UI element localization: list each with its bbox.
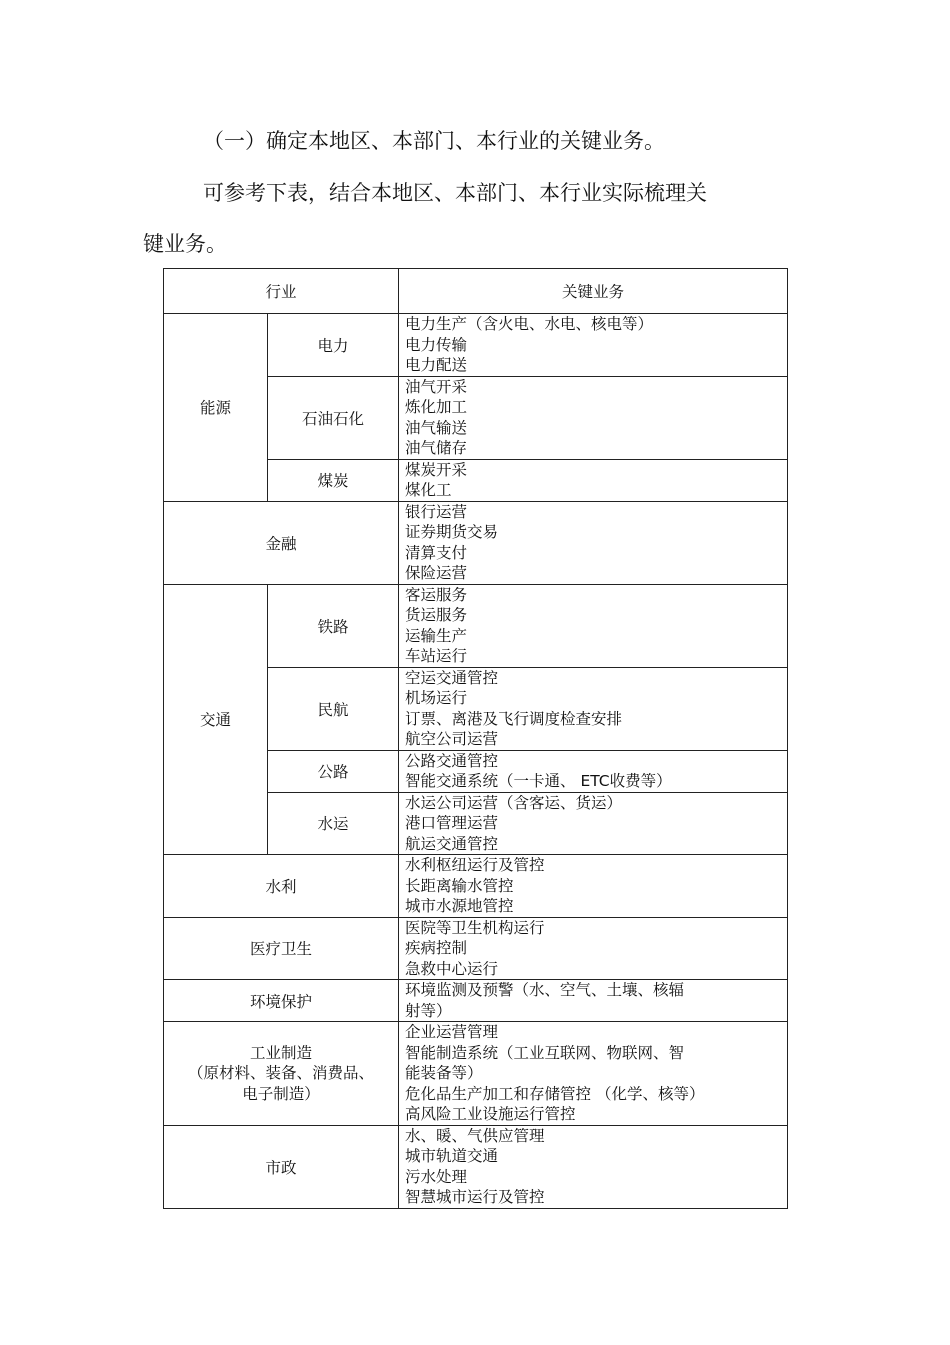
intro-paragraph-line2: 键业务。 [143, 232, 227, 256]
business-item: 水运公司运营（含客运、货运） [405, 793, 623, 812]
business-item: 车站运行 [405, 647, 468, 665]
business-cell [399, 501, 788, 584]
business-item: 油气开采 [405, 377, 468, 396]
business-item: 水、暖、气供应管理 [405, 1126, 545, 1145]
business-item: 射等） [405, 1001, 452, 1020]
industry-manufacturing-line1: 工业制造 [250, 1043, 313, 1062]
business-cell [399, 667, 788, 750]
business-item: 证券期货交易 [405, 523, 499, 541]
business-item: 公路交通管控 [405, 751, 499, 770]
industry-transport: 交通 [164, 584, 268, 855]
subindustry-water-transport: 水运 [268, 792, 399, 855]
business-item: 水利枢纽运行及管控 [405, 856, 545, 874]
business-item: 电力配送 [405, 356, 468, 374]
business-item: 炼化加工 [405, 398, 468, 416]
business-item: 航运交通管控 [405, 834, 499, 853]
table-row [164, 501, 788, 584]
intro-paragraph-line1: 可参考下表，结合本地区、本部门、本行业实际梳理关 [203, 181, 707, 205]
business-item: 机场运行 [405, 689, 468, 707]
table-row [164, 980, 788, 1022]
business-cell [399, 584, 788, 667]
section-heading: （一）确定本地区、本部门、本行业的关键业务。 [203, 129, 665, 153]
business-cell [399, 980, 788, 1022]
business-item: 清算支付 [405, 543, 468, 562]
key-business-table [163, 268, 788, 1209]
business-item: 港口管理运营 [405, 814, 499, 832]
business-cell [399, 376, 788, 459]
business-item: 智能交通系统（一卡通、 ETC收费等） [405, 772, 672, 790]
table-row [164, 584, 788, 667]
business-item: 货运服务 [405, 606, 468, 624]
business-item: 客运服务 [405, 585, 468, 604]
business-item: 高风险工业设施运行管控 [405, 1105, 576, 1123]
business-item: 智能制造系统（工业互联网、物联网、智 [405, 1043, 685, 1062]
business-item: 煤化工 [405, 481, 452, 499]
business-item: 长距离输水管控 [405, 876, 514, 895]
business-item: 运输生产 [405, 626, 468, 645]
business-item: 电力生产（含火电、水电、核电等） [405, 315, 654, 333]
business-item: 银行运营 [405, 502, 468, 521]
business-cell [399, 1022, 788, 1126]
business-cell [399, 855, 788, 918]
business-item: 企业运营管理 [405, 1023, 499, 1041]
business-cell [399, 750, 788, 792]
business-item: 环境监测及预警（水、空气、土壤、核辐 [405, 981, 685, 999]
industry-manufacturing-line2: （原材料、装备、消费品、 [188, 1064, 375, 1082]
business-item: 城市水源地管控 [405, 897, 514, 915]
business-cell [399, 917, 788, 980]
business-item: 污水处理 [405, 1167, 468, 1186]
industry-municipal: 市政 [164, 1125, 399, 1208]
table-row [164, 1022, 788, 1126]
business-item: 医院等卫生机构运行 [405, 918, 545, 937]
header-industry: 行业 [164, 269, 399, 314]
subindustry-aviation: 民航 [268, 667, 399, 750]
business-item: 智慧城市运行及管控 [405, 1188, 545, 1206]
industry-health: 医疗卫生 [164, 917, 399, 980]
industry-energy: 能源 [164, 314, 268, 502]
business-item: 油气输送 [405, 418, 468, 437]
subindustry-oil: 石油石化 [268, 376, 399, 459]
business-item: 能装备等） [405, 1064, 483, 1082]
industry-environment: 环境保护 [164, 980, 399, 1022]
subindustry-coal: 煤炭 [268, 459, 399, 501]
industry-water-conservancy: 水利 [164, 855, 399, 918]
table-row [164, 917, 788, 980]
business-cell [399, 314, 788, 377]
industry-manufacturing-line3: 电子制造） [242, 1084, 320, 1103]
business-item: 急救中心运行 [405, 959, 499, 978]
business-cell [399, 1125, 788, 1208]
industry-manufacturing [164, 1022, 399, 1126]
business-item: 空运交通管控 [405, 668, 499, 687]
business-item: 危化品生产加工和存储管控 （化学、核等） [405, 1084, 705, 1103]
header-business: 关键业务 [399, 269, 788, 314]
industry-finance: 金融 [164, 501, 399, 584]
business-cell [399, 792, 788, 855]
business-item: 航空公司运营 [405, 730, 499, 748]
table-row [164, 855, 788, 918]
table-row [164, 1125, 788, 1208]
subindustry-rail: 铁路 [268, 584, 399, 667]
business-item: 煤炭开采 [405, 460, 468, 479]
business-item: 城市轨道交通 [405, 1147, 499, 1165]
business-item: 疾病控制 [405, 939, 468, 957]
table-row [164, 314, 788, 377]
subindustry-road: 公路 [268, 750, 399, 792]
business-item: 电力传输 [405, 335, 468, 354]
business-item: 油气储存 [405, 439, 468, 457]
table-header-row [164, 269, 788, 314]
business-cell [399, 459, 788, 501]
business-item: 保险运营 [405, 564, 468, 582]
business-item: 订票、离港及飞行调度检查安排 [405, 709, 623, 728]
subindustry-power: 电力 [268, 314, 399, 377]
